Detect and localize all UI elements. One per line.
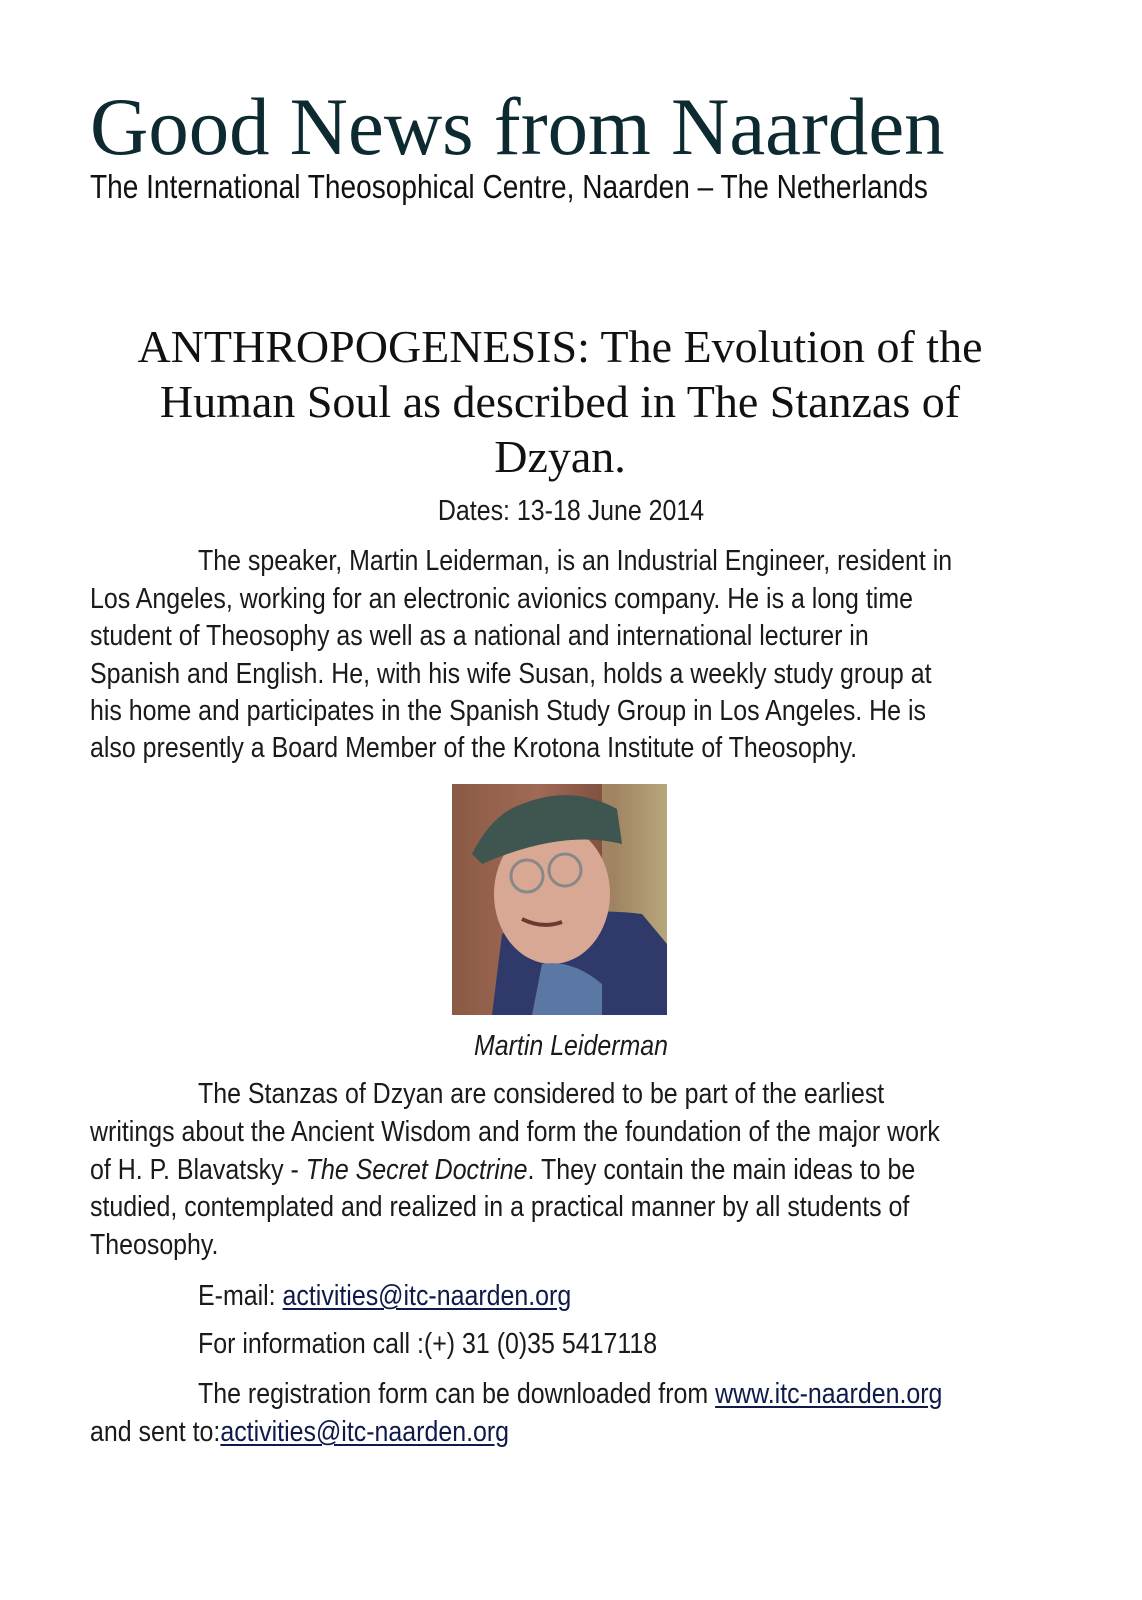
sent-to-label: and sent to: [90, 1416, 221, 1448]
website-link[interactable]: www.itc-naarden.org [715, 1378, 943, 1410]
description-text: of H. P. Blavatsky - [90, 1154, 306, 1186]
phone-info: For information call :(+) 31 (0)35 5417118 [198, 1328, 658, 1360]
email-link[interactable]: activities@itc-naarden.org [282, 1280, 572, 1312]
event-title-line-1: ANTHROPOGENESIS: The Evolution of the [137, 321, 983, 372]
description-text: . They contain the main ideas to be [527, 1154, 916, 1186]
bio-line: also presently a Board Member of the Krotona Institute of Theosophy. [90, 732, 858, 764]
registration-line [198, 1380, 942, 1409]
description-line: studied, contemplated and realized in a practical manner by all students of [90, 1191, 910, 1223]
description-line: writings about the Ancient Wisdom and form the foundation of the major work [90, 1116, 940, 1148]
registration-text: The registration form can be downloaded from [198, 1378, 716, 1410]
newsletter-subtitle: The International Theosophical Centre, Naarden – The Netherlands [90, 168, 928, 205]
speaker-photo [452, 784, 667, 1015]
sent-to-email-link[interactable]: activities@itc-naarden.org [220, 1416, 510, 1448]
bio-line: Spanish and English. He, with his wife Susan, holds a weekly study group at [90, 658, 932, 690]
event-title-line-2: Human Soul as described in The Stanzas of [159, 376, 961, 427]
description-line: The Stanzas of Dzyan are considered to be part of the earliest [198, 1078, 885, 1110]
bio-line: Los Angeles, working for an electronic avionics company. He is a long time [90, 583, 913, 615]
email-label: E-mail: [198, 1280, 283, 1312]
event-title-line-3: Dzyan. [494, 431, 626, 482]
sent-to-line [90, 1418, 509, 1447]
newsletter-title: Good News from Naarden [90, 81, 945, 172]
bio-line: The speaker, Martin Leiderman, is an Industrial Engineer, resident in [198, 545, 953, 577]
description-line: Theosophy. [90, 1229, 219, 1261]
photo-caption: Martin Leiderman [473, 1030, 669, 1062]
event-dates: Dates: 13-18 June 2014 [437, 495, 705, 527]
description-line [90, 1156, 915, 1185]
book-title: The Secret Doctrine [305, 1154, 528, 1186]
bio-line: student of Theosophy as well as a national and international lecturer in [90, 620, 869, 652]
email-line [198, 1282, 571, 1311]
bio-line: his home and participates in the Spanish Study Group in Los Angeles. He is [90, 695, 927, 727]
